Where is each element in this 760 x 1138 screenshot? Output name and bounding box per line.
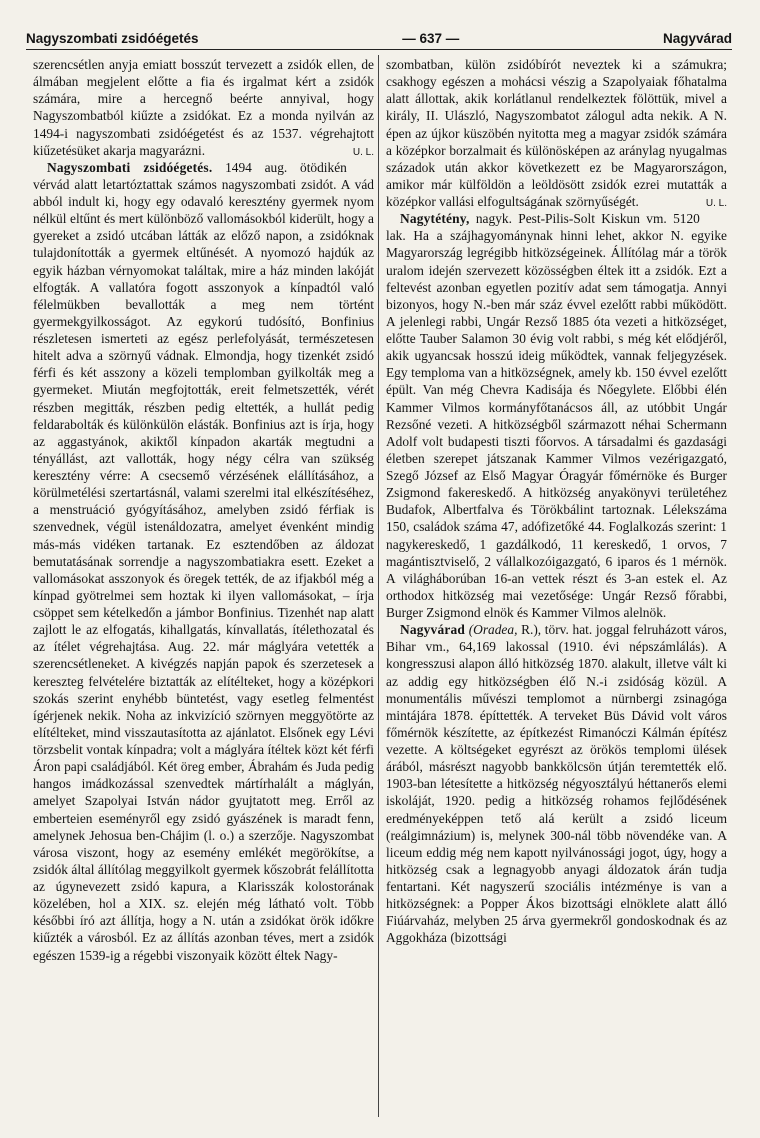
- entry-continuation: [33, 56, 374, 159]
- entry-headword: Nagyvárad: [400, 622, 466, 638]
- right-column: [386, 56, 727, 1116]
- column-separator: [378, 55, 379, 1117]
- entry-continuation: [386, 56, 727, 210]
- entry-headword: Nagytétény,: [400, 211, 470, 227]
- left-column: [33, 56, 374, 1116]
- author-signature: U. L.: [352, 146, 374, 158]
- entry-nagyszombati-zsidoegetes: [33, 159, 374, 964]
- running-head-right: Nagyvárad: [662, 31, 732, 46]
- entry-text: 1494 aug. ötödikén vérvád alatt letartóztattak számos nagyszombati zsidót. A vád abból indult ki, hogy egy odavaló keresztény gyermek nyom nélkül eltűnt és mert különböző vallomásokból kiderült, hogy a gyereket a zsidó utcában látták az előző napon, a zsidóknak tulajdonították a gyermek eltűnését. A nyomozó hajdúk az egyik házban vérnyomokat találtak, mire a ház minden lakóját elfogták. A vallatóra fogott asszonyok a kínpadtól való félelmükben bevallották a meg nem történt gyermekgyilkosságot. Az egykorú tudósító, Bonfinius részletesen ismerteti az egész perlefolyását, természetesen hitelt adva a szörnyű vádnak. Elmondja, hogy tizenkét zsidó férfi és két asszony a közeli templomban gyilkolták meg a gyermeket. Miután megfojtották, ereit felmetszették, vérét részben megitták, részben pedig eltették, a hullát pedig feldarabolták és különkülön elásták. Bonfinius azt is írja, hogy az aggastyánok, akiktől kínpadon akarták megtudni a tényállást, azt vallották, hogy négy célra van szükség keresztény vérre: A csecsemő vérzésének elállításához, a körülmetélési szertartásnál, valami szerelmi ital elkészítéséhez, a menstruáció gyógyításához, amelyben zsidó férfiak is szenvednek, végül istenáldozatra, amelyet évenként mindig más-más vidéken tartanak. Ez esztendőben az áldozat bemutatásának sorrendje a nagyszombatiakra esett. Ezeket a vallomásokat asszonyok és öregek tették, de az ifjakból még a kínpad gyötrelmei sem hoztak ki ilyen vallomásokat, – írja csöppet sem kételkedőn a jámbor Bonfinius. Tizenhét nap alatt zajlott le az elfogatás, kihallgatás, kínvallatás, ítélethozatal és az ítélet végrehajtása. Aug. 22. már máglyára vetették a szerencsétleneket. A kivégzés napján papok és szerzetesek a kereszteg felvételére biztatták az elítélteket, hogy a középkori szokás szerint enyhébb büntetést, vagy esetleg felmentést ígérjenek nekik. Noha az inkvizíció szörnyen meggyötörte az elítélteket, mind visszautasította az ajánlatot. Elsőnek egy Lévi törzsbelit vontak kínpadra; volt a máglyára ítéltek közt két férfi Áron papi családjából. Két öreg ember, Ábrahám és Juda pedig hangos imádkozással szenvedtek mártírhalált a máglyán, amelyet Szapolyai István nádor gyujtatott meg. Erről az emberteien eseményről egy zsidó gyászének is maradt fenn, amelynek Jehosua ben-Chájim (l. o.) a szerzője. Nagyszombat városa viszont, hogy az esemény emlékét megörökítse, a zsidók által állítólag meggyilkolt gyermek kőszobrát felállította az úgynevezett zsidó kapura, a Klarisszák kolostorának közelében, hol a XIX. sz. elején még látható volt. Több későbbi író azt állítja, hogy a N. után a zsidókat örök időkre kiűzték a városból. Ez az állítás azonban téves, mert a zsidók egészen 1539-ig a régebbi viszonyaik között éltek Nagy-: [33, 159, 374, 963]
- entry-text: szerencsétlen anyja emiatt bosszút tervezett a zsidók ellen, de álmában megjelent előtte a fia és irgalmat kért a zsidók számára, mire a hercegnő beérte annyival, hogy Nagyszombatból kiűzte a zsidókat. Ez a monda nyilván az 1494-i nagyszombati zsidóégetést és az 1537. végrehajtott kiűzetésüket akarja magyarázni.: [33, 57, 374, 158]
- entry-nagyvarad: [386, 621, 727, 946]
- entry-nagyteteny: [386, 210, 727, 621]
- entry-text: nagyk. Pest-Pilis-Solt Kiskun vm. 5120 lak. Ha a szájhagyománynak hinni lehet, akkor N. egyike Magyarország legrégibb hitközségeinek. Állítólag már a török uralom idején szervezett közösségben éltek itt a zsidók. Ezt a feltevést azonban egyetlen pozitív adat sem támogatja. Annyi bizonyos, hogy N.-ben már száz évvel ezelőtt rabbi működött. A jelenlegi rabbi, Ungár Rezső 1885 óta vezeti a hitközséget, előtte Tauber Salamon 30 évig volt rabbi, s még két elődjéről, akik ugyancsak hosszú ideig működtek, vannak feljegyzések. Egy temploma van a hitközségnek, amely kb. 150 évvel ezelőtt épült. Van még Chevra Kadisája és Nőegylete. Előbbi élén Kammer Vilmos kormányfőtanácsos áll, az utóbbit Ungár Rezsőné vezeti. A hitközségből származott néhai Schermann Adolf volt budapesti tiszti főorvos. A társadalmi és gazdasági életben szerepet játszanak Kammer Vilmos vezérigazgató, Szegő József az Első Magyar Óragyár főmérnöke és Burger Zsigmond fakereskedő. A hitközség anyakönyvi területéhez Budafok, Albertfalva és Törökbálint tartoznak. Lélekszáma 150, családok száma 47, adófizetőké 44. Foglalkozás szerint: 1 nagykereskedő, 1 gazdálkodó, 11 kereskedő, 1 orvos, 7 magántisztviselő, 2 vállalkozóigazgató, 6 iparos és 1 mérnök. A világháborúban 16-an vettek részt és 3-an estek el. Az orthodox hitközség mai vezetősége: Ungár Rezső főrabbi, Burger Zsigmond elnök és Kammer Vilmos alelnök.: [386, 211, 727, 620]
- entry-headword: Nagyszombati zsidóégetés.: [47, 159, 213, 175]
- entry-text: szombatban, külön zsidóbírót neveztek ki a számukra; csakhogy egészen a mohácsi vészig a Szapolyaiak főhatalma alatt állottak, akik korlátlanul rendelkeztek fölöttük, mivel a király, II. Ulászló, Nagyszombatot zálogul adta nekik. A N. épen az újkor küszöbén nyitotta meg a magyar zsidók számára a középkor borzalmait és különösképen az aránylag nyugalmas századok után akkor következett ez be Magyarországon, amikor már külföldön a leöldösött zsidók ezrei mutatták a középkor vallási elfogultságának szörnyűségét.: [386, 57, 727, 209]
- page-number: — 637 —: [402, 31, 460, 46]
- header-rule: [26, 49, 732, 50]
- entry-text: R.), törv. hat. joggal felruházott város, Bihar vm., 64,169 lakossal (1910. évi népszámlálás). A kongresszusi alapon álló hitközség 1870. alakult, illetve vált ki az addig egy hitközségben élő N.-i zsidóság közül. A monumentális művészi templomot a nürnbergi zsinagóga mintájára 1878. építtették. A terveket Büs Dávid volt város főmérnök készítette, az építkezést Rimanóczi Kálmán építész vezette. A költségeket egyrészt az örökös templomi ülések árából, másrészt nagyobb bankkölcsön útján teremtették elő. 1903-ban létesítette a hitközség négyosztályú héttanerős elemi iskoláját, 1920. pedig a hitközség rohamos fejlődésének eredményeképpen tető alá került a zsidó liceum (reálgimnázium) is, melynek 300-nál több növendéke van. A liceum eddig még nem kapott nyilvánossági jogot, úgy, hogy a hitközség csak a legnagyobb anyagi áldozatok árán tudja fentartani. Két nagyszerű szociális intézménye is van a hitközségnek: a Popper Ákos bizottsági elnöklete alatt álló Fiúárvaház, melyben 25 árva gyermekről gondoskodnak és az Aggokháza (bizottsági: [386, 622, 727, 946]
- entry-alt-name: (Oradea,: [465, 622, 518, 638]
- author-signature: U. L.: [705, 198, 727, 209]
- running-head: [26, 22, 732, 46]
- running-head-left: Nagyszombati zsidóégetés: [26, 31, 199, 46]
